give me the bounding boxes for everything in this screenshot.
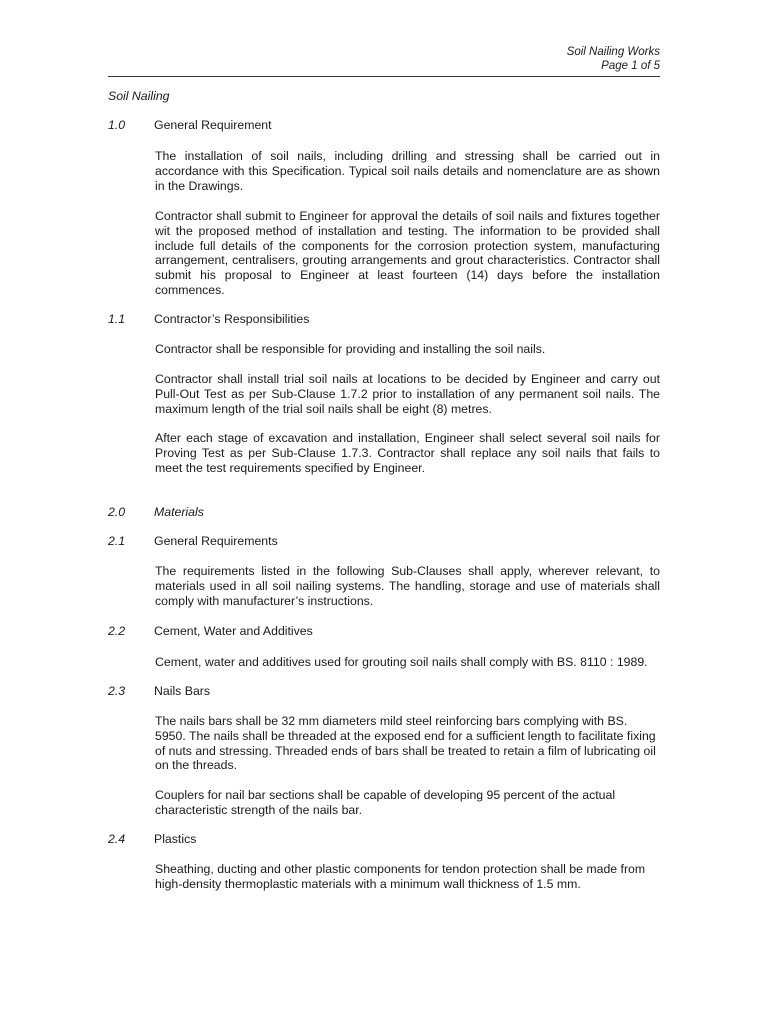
section-heading-2-1 xyxy=(108,534,278,548)
paragraph: Contractor shall submit to Engineer for approval the details of soil nails and fixtures together wit the proposed method of installation and testing. The information to be provided shall include full details of the components for the corrosion protection system, manufacturing arrangement, centralisers, grouting arrangements and grout characteristics. Contractor shall submit his proposal to Engineer at least fourteen (14) days before the installation commences. xyxy=(155,209,660,297)
paragraph: Contractor shall install trial soil nails at locations to be decided by Engineer and carry out Pull-Out Test as per Sub-Clause 1.7.2 prior to installation of any permanent soil nails. The maximum length of the trial soil nails shall be eight (8) metres. xyxy=(155,372,660,416)
section-number: 2.3 xyxy=(108,684,126,698)
section-title: General Requirements xyxy=(154,534,278,548)
section-title: Plastics xyxy=(154,832,197,846)
section-heading-2-2 xyxy=(108,624,313,638)
page-header xyxy=(567,46,660,73)
document-title: Soil Nailing xyxy=(108,89,170,103)
header-rule xyxy=(108,76,660,77)
section-heading-1-1 xyxy=(108,312,309,326)
paragraph: Couplers for nail bar sections shall be capable of developing 95 percent of the actual characteristic strength of the nails bar. xyxy=(155,788,616,817)
section-title: Contractor’s Responsibilities xyxy=(154,312,310,326)
header-doc-name: Soil Nailing Works xyxy=(566,46,660,58)
section-number: 1.0 xyxy=(108,118,126,132)
section-title: Cement, Water and Additives xyxy=(154,624,313,638)
paragraph: Sheathing, ducting and other plastic components for tendon protection shall be made from high-density thermoplastic materials with a minimum wall thickness of 1.5 mm. xyxy=(155,862,646,891)
section-heading-1-0 xyxy=(108,118,272,132)
paragraph: After each stage of excavation and installation, Engineer shall select several soil nails for Proving Test as per Sub-Clause 1.7.3. Contractor shall replace any soil nails that fails to meet the test requirements specified by Engineer. xyxy=(155,431,660,475)
section-number: 2.4 xyxy=(108,832,126,846)
section-heading-2-3 xyxy=(108,684,210,698)
paragraph: The nails bars shall be 32 mm diameters mild steel reinforcing bars complying with BS. 5950. The nails shall be threaded at the exposed end for a sufficient length to facilitate fixing of nuts and stressing. Threaded ends of bars shall be treated to retain a film of lubricating oil on the threads. xyxy=(155,714,656,773)
paragraph: The requirements listed in the following Sub-Clauses shall apply, wherever relevant, to materials used in all soil nailing systems. The handling, storage and use of materials shall comply with manufacturer’s instructions. xyxy=(155,564,660,608)
section-number: 2.1 xyxy=(108,534,126,548)
section-title: Nails Bars xyxy=(154,684,211,698)
section-title: General Requirement xyxy=(154,118,272,132)
section-number: 2.2 xyxy=(108,624,126,638)
paragraph: Cement, water and additives used for grouting soil nails shall comply with BS. 8110 : 1989. xyxy=(155,655,648,669)
section-heading-2-4 xyxy=(108,832,196,846)
section-number: 2.0 xyxy=(108,505,126,519)
section-heading-2-0 xyxy=(108,505,204,519)
header-page-label: Page 1 of 5 xyxy=(601,59,660,72)
paragraph: Contractor shall be responsible for providing and installing the soil nails. xyxy=(155,342,546,356)
paragraph: The installation of soil nails, including drilling and stressing shall be carried out in accordance with this Specification. Typical soil nails details and nomenclature are as shown in the Drawings. xyxy=(155,149,660,193)
section-title: Materials xyxy=(154,505,204,519)
section-number: 1.1 xyxy=(108,312,126,326)
